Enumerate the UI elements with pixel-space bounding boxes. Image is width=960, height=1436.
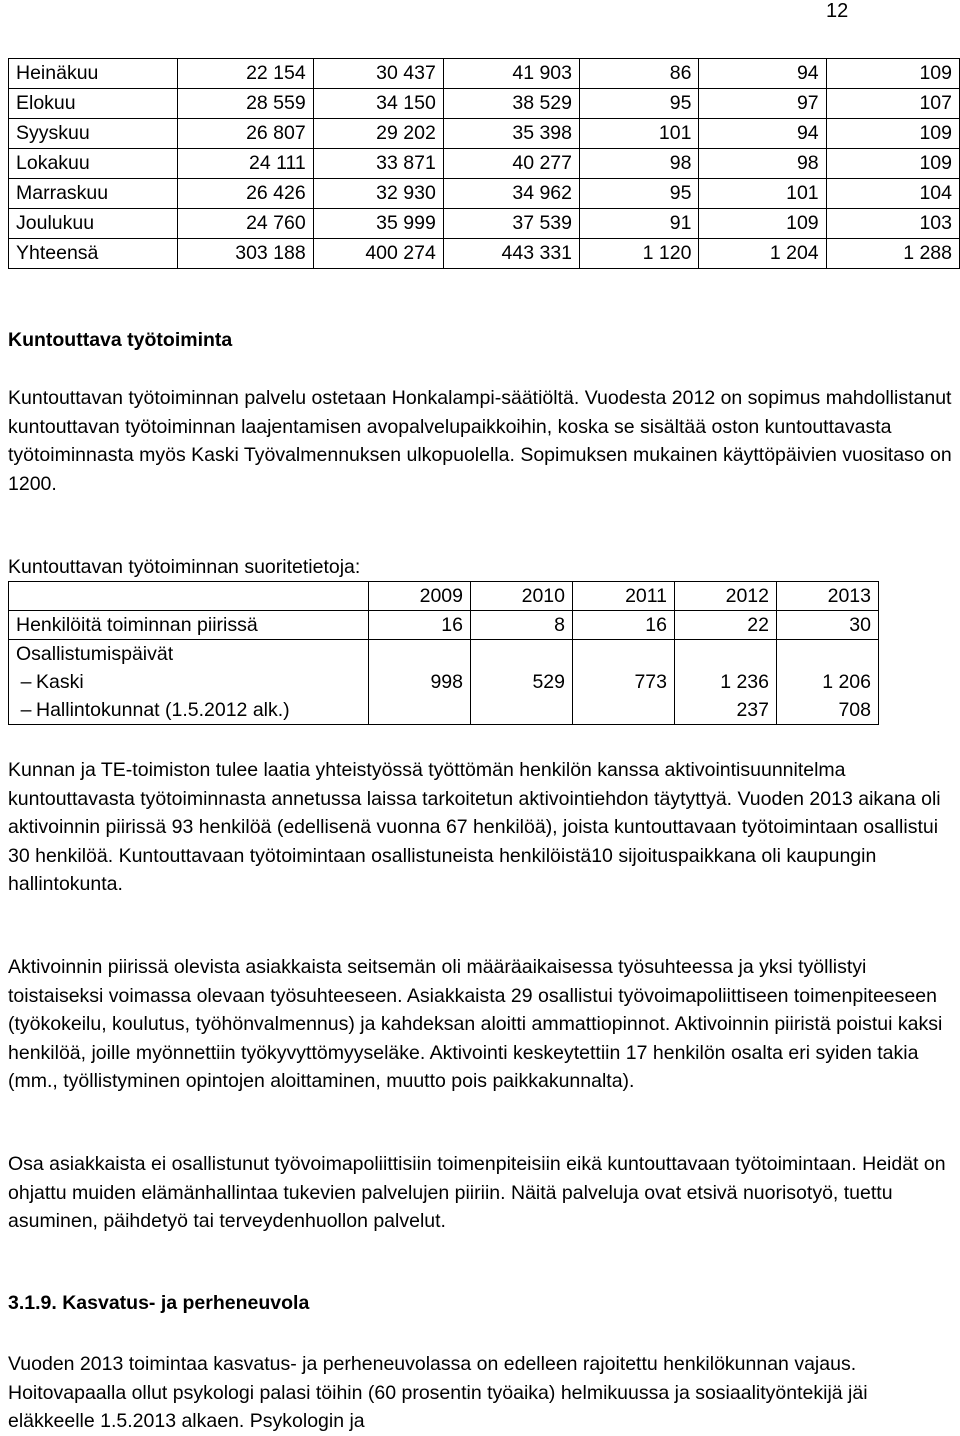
table-cell: 1 120 [580, 239, 699, 269]
table-cell: 16 [573, 611, 675, 640]
row-sublabel [16, 696, 361, 724]
hallinto-value [580, 696, 667, 724]
table-cell: 94 [699, 119, 826, 149]
row-label: Henkilöitä toiminnan piirissä [9, 611, 369, 640]
table-header-row [9, 582, 879, 611]
table-cell: 34 962 [443, 179, 579, 209]
row-label [9, 640, 369, 725]
kaski-value: 998 [430, 671, 463, 693]
paragraph: Kunnan ja TE-toimiston tulee laatia yhteistyössä työttömän henkilön kanssa aktivointisuunnitelma kuntouttavasta työtoiminnasta annetussa laissa tarkoitetun aktivointiehdon täytyttyä. Vuoden 2013 aikana oli aktivoinnin piirissä 93 henkilöä (edellisenä vuonna 67 henkilöä), joista kuntouttavaan työtoimintaan osallistui 30 henkilöä. Kuntouttavaan työtoimintaan osallistuneista henkilöistä10 sijoituspaikkana oli kaupungin hallintokunta. [8, 759, 941, 895]
table-cell: 22 [675, 611, 777, 640]
table-cell: 37 539 [443, 209, 579, 239]
table-cell: 22 154 [177, 59, 313, 89]
table-cell: 24 760 [177, 209, 313, 239]
table-cell: 1 288 [826, 239, 959, 269]
section-heading: Kuntouttava työtoiminta [8, 329, 233, 351]
performance-table [8, 581, 879, 725]
table-cell [9, 582, 369, 611]
kaski-value: 1 236 [720, 671, 769, 693]
table-row [9, 89, 960, 119]
hallinto-value: 708 [838, 699, 871, 721]
table-cell: 91 [580, 209, 699, 239]
table-row [9, 149, 960, 179]
sublabel-kaski: Kaski [36, 671, 84, 693]
monthly-statistics-table [8, 58, 960, 269]
kaski-value: 529 [532, 671, 565, 693]
table-caption: Kuntouttavan työtoiminnan suoritetietoja: [8, 556, 361, 578]
table-cell: 98 [580, 149, 699, 179]
table-cell: 101 [580, 119, 699, 149]
table-cell: 29 202 [313, 119, 443, 149]
table-cell: 41 903 [443, 59, 579, 89]
kaski-value: 773 [634, 671, 667, 693]
row-sublabel [16, 668, 361, 696]
table-cell: 109 [826, 149, 959, 179]
section-heading: 3.1.9. Kasvatus- ja perheneuvola [8, 1292, 310, 1314]
table-row [9, 611, 879, 640]
table-cell: 1 204 [699, 239, 826, 269]
table-cell: 303 188 [177, 239, 313, 269]
year-header: 2011 [573, 582, 675, 611]
year-header: 2013 [777, 582, 879, 611]
table-cell: 34 150 [313, 89, 443, 119]
table-row [9, 59, 960, 89]
year-header: 2009 [369, 582, 471, 611]
table-cell [777, 640, 879, 725]
hallinto-value [376, 696, 463, 724]
table-cell: 24 111 [177, 149, 313, 179]
table-cell: 109 [699, 209, 826, 239]
table-cell: 86 [580, 59, 699, 89]
table-cell [369, 640, 471, 725]
hallinto-value [478, 696, 565, 724]
paragraph: Osa asiakkaista ei osallistunut työvoimapoliittisiin toimenpiteisiin eikä kuntouttavaan työtoimintaan. Heidät on ohjattu muiden elämänhallintaa tukevien palvelujen piiriin. Näitä palveluja ovat etsivä nuorisotyö, tuettu asuminen, päihdetyö tai terveydenhuollon palvelut. [8, 1153, 946, 1232]
table-cell: 94 [699, 59, 826, 89]
table-cell: 16 [369, 611, 471, 640]
table-cell: 35 999 [313, 209, 443, 239]
table-cell: 107 [826, 89, 959, 119]
table-cell: 443 331 [443, 239, 579, 269]
page-number: 12 [826, 0, 849, 22]
dash: – [20, 699, 32, 721]
paragraph: Kuntouttavan työtoiminnan palvelu ostetaan Honkalampi-säätiöltä. Vuodesta 2012 on sopimus mahdollistanut kuntouttavan työtoiminnan laajentamisen avopalvelupaikkoihin, koska se sisältää oston kuntouttavasta työtoiminnasta myös Kaski Työvalmennuksen ulkopuolella. Sopimuksen mukainen käyttöpäivien vuositaso on 1200. [8, 387, 952, 495]
dash: – [20, 671, 32, 693]
table-cell [471, 640, 573, 725]
table-cell: 33 871 [313, 149, 443, 179]
table-cell: 8 [471, 611, 573, 640]
hallinto-value: 237 [736, 699, 769, 721]
table-cell: 400 274 [313, 239, 443, 269]
paragraph: Vuoden 2013 toimintaa kasvatus- ja perheneuvolassa on edelleen rajoitettu henkilökunnan vajaus. Hoitovapaalla ollut psykologi palasi töihin (60 prosentin työaika) helmikuussa ja sosiaalityöntekijä jäi eläkkeelle 1.5.2013 alkaen. Psykologin ja [8, 1353, 868, 1432]
table-cell [573, 640, 675, 725]
row-label: Heinäkuu [9, 59, 178, 89]
table-cell: 35 398 [443, 119, 579, 149]
row-label: Joulukuu [9, 209, 178, 239]
table-cell: 109 [826, 119, 959, 149]
table-cell: 38 529 [443, 89, 579, 119]
table-cell: 101 [699, 179, 826, 209]
table-row [9, 179, 960, 209]
table-cell: 103 [826, 209, 959, 239]
table-row [9, 640, 879, 725]
table-cell: 95 [580, 179, 699, 209]
table-cell: 40 277 [443, 149, 579, 179]
table-cell: 26 426 [177, 179, 313, 209]
table-cell: 28 559 [177, 89, 313, 119]
table-row [9, 239, 960, 269]
row-label: Syyskuu [9, 119, 178, 149]
row-label: Marraskuu [9, 179, 178, 209]
year-header: 2010 [471, 582, 573, 611]
row-label: Yhteensä [9, 239, 178, 269]
year-header: 2012 [675, 582, 777, 611]
table-cell: 97 [699, 89, 826, 119]
table-row [9, 119, 960, 149]
table-cell: 32 930 [313, 179, 443, 209]
table-cell: 104 [826, 179, 959, 209]
table-cell: 26 807 [177, 119, 313, 149]
table-cell: 30 437 [313, 59, 443, 89]
sublabel-hallintokunnat: Hallintokunnat (1.5.2012 alk.) [36, 699, 290, 721]
row-label: Lokakuu [9, 149, 178, 179]
table-row [9, 209, 960, 239]
table-cell [675, 640, 777, 725]
row-label: Elokuu [9, 89, 178, 119]
paragraph: Aktivoinnin piirissä olevista asiakkaista seitsemän oli määräaikaisessa työsuhteessa ja yksi työllistyi toistaiseksi voimassa olevaan työsuhteeseen. Asiakkaista 29 osallistui työvoimapoliittiseen toimenpiteeseen (työkokeilu, koulutus, työhönvalmennus) ja kahdeksan aloitti ammattiopinnot. Aktivoinnin piiristä poistui kaksi henkilöä, joille myönnettiin työkyvyttömyyseläke. Aktivointi keskeytettiin 17 henkilön osalta eri syiden takia (mm., työllistyminen opintojen aloittaminen, muutto pois paikkakunnalta). [8, 956, 943, 1092]
table-cell: 98 [699, 149, 826, 179]
row-label-main: Osallistumispäivät [16, 643, 174, 665]
table-cell: 95 [580, 89, 699, 119]
kaski-value: 1 206 [822, 671, 871, 693]
table-cell: 30 [777, 611, 879, 640]
table-cell: 109 [826, 59, 959, 89]
